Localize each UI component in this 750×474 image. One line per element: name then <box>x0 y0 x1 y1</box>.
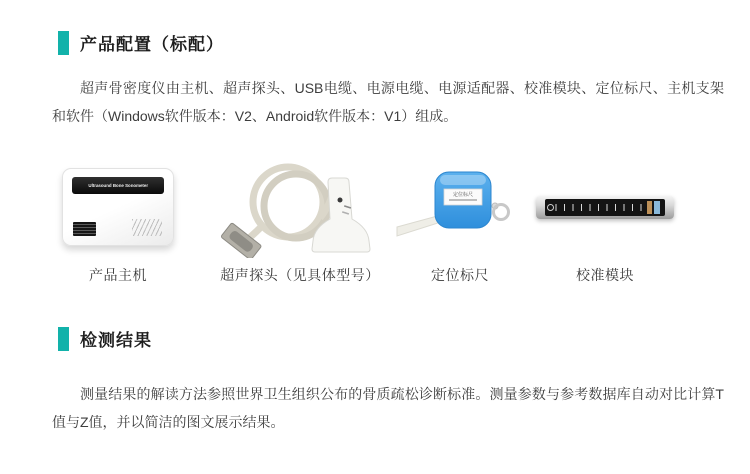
product-item-probe <box>212 156 388 285</box>
calibration-orange-segment <box>647 201 652 214</box>
main-unit-image <box>56 156 180 258</box>
product-label-ruler: 定位标尺 <box>431 267 489 283</box>
main-unit-display-strip <box>72 177 164 194</box>
calibration-scale-strip <box>545 199 665 216</box>
product-label-main-unit: 产品主机 <box>89 267 147 283</box>
main-unit-art <box>62 168 174 246</box>
config-paragraph: 超声骨密度仪由主机、超声探头、USB电缆、电源电缆、电源适配器、校准模块、定位标尺、主机支架和软件（Windows软件版本：V2、Android软件版本：V1）组成。 <box>52 80 724 124</box>
main-unit-spec-label <box>73 222 96 236</box>
main-unit-speaker-vents-icon <box>132 219 162 236</box>
section-header-config <box>58 30 224 55</box>
main-unit-brand-text: Ultrasound Bone Sonometer <box>88 183 148 188</box>
section-title-results: 检测结果 <box>80 331 152 350</box>
ruler-tag-text: 定位标尺 <box>452 192 474 198</box>
section-title-config: 产品配置（标配） <box>80 35 224 54</box>
calibration-blue-segment <box>654 201 660 214</box>
accent-bar-icon <box>58 327 69 351</box>
calibration-image <box>526 156 684 258</box>
product-label-calibration: 校准模块 <box>576 267 634 283</box>
product-label-probe: 超声探头（见具体型号） <box>220 267 380 283</box>
product-item-calibration <box>526 156 684 285</box>
product-item-main-unit <box>56 156 180 285</box>
calibration-tick-marks <box>553 204 645 211</box>
accent-bar-icon <box>58 31 69 55</box>
probe-art <box>220 156 380 258</box>
results-paragraph: 测量结果的解读方法参照世界卫生组织公布的骨质疏松诊断标准。测量参数与参考数据库自动对比计算T值与Z值，并以简洁的图文展示结果。 <box>52 386 724 430</box>
section-header-results <box>58 326 152 351</box>
ruler-art <box>395 165 525 249</box>
ruler-image <box>392 156 528 258</box>
probe-image <box>212 156 388 258</box>
product-item-ruler <box>392 156 528 285</box>
calibration-module-art <box>536 196 674 219</box>
